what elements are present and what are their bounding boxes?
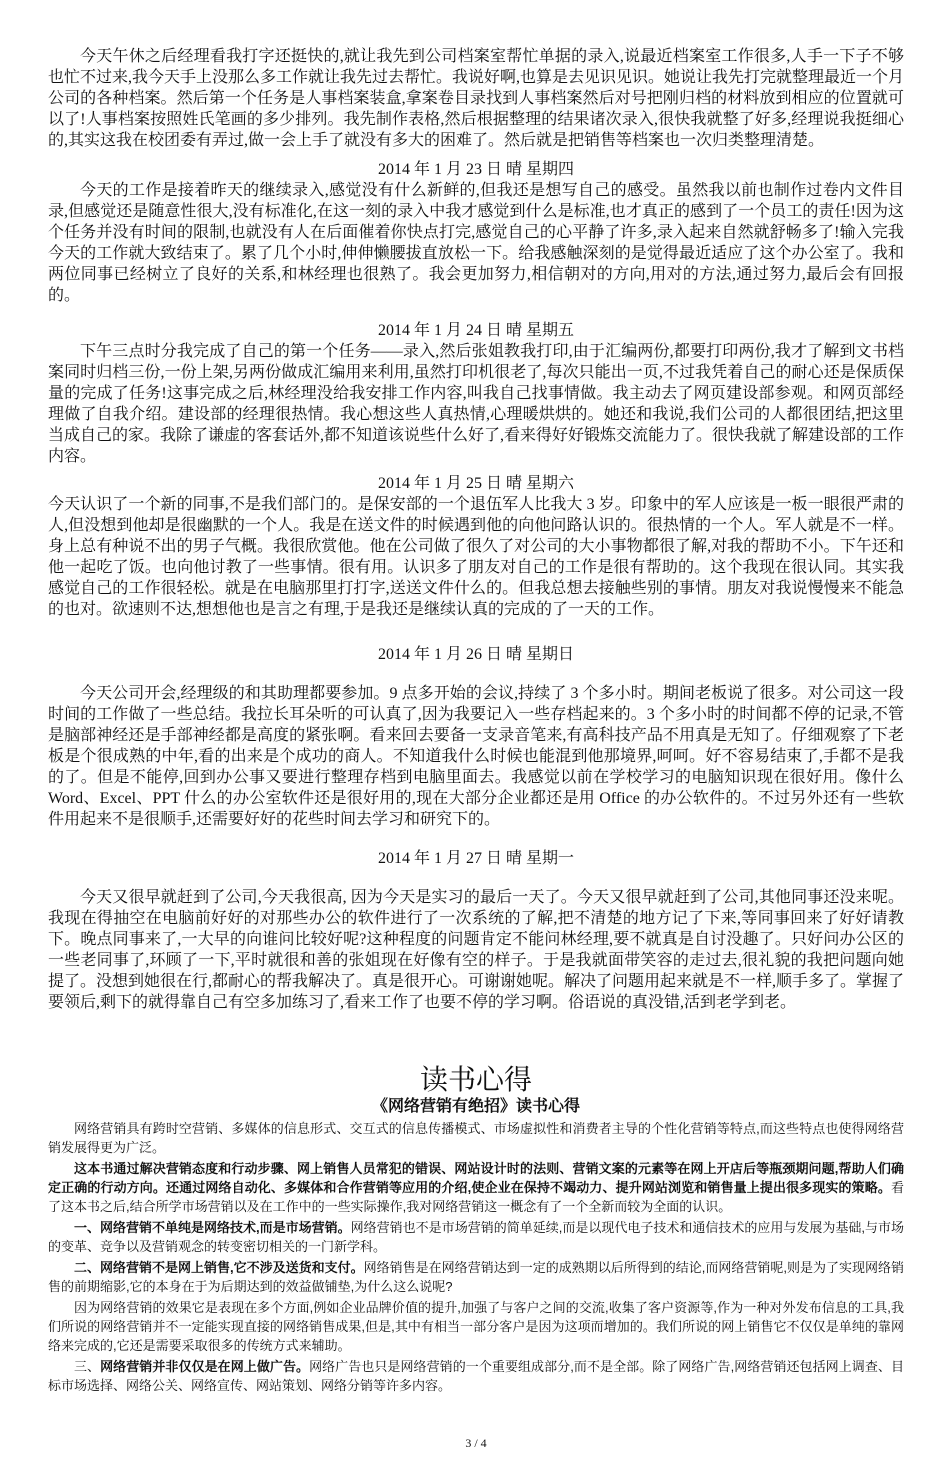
paragraph-text: 网络营销也不是市场营销的简单延续,而是以现代电子技术和通信技术的应用与发展为基础,与市场的变革、竞争以及营销观念的转变密切相关的一门新学科。 (48, 1220, 904, 1254)
entry-date: 2014 年 1 月 25 日 晴 星期六 (377, 475, 574, 492)
bold-lead: 网络营销并非仅仅是在网上做广告。 (100, 1359, 310, 1374)
bold-lead: 二、网络营销不是网上销售,它不涉及送货和支付。 (74, 1260, 364, 1275)
bold-lead: 一、网络营销不单纯是网络技术,而是市场营销。 (74, 1220, 351, 1235)
entry-date: 2014 年 1 月 27 日 晴 星期一 (377, 850, 574, 867)
diary-entry (48, 848, 904, 1013)
diary-entry (48, 473, 904, 620)
paragraph-text: 网络广告也只是网络营销的一个重要组成部分,而不是全部。除了网络广告,网络营销还包括网上调查、目标市场选择、网络公关、网络宣传、网站策划、网络分销等许多内容。 (48, 1359, 904, 1393)
entry-text: 今天的工作是接着昨天的继续录入,感觉没有什么新鲜的,但我还是想写自己的感受。虽然我以前也制作过卷内文件目录,但感觉还是随意性很大,没有标准化,在这一刻的录入中我才感觉到什么是标准,也才真正的感到了一个员工的责任!因为这个任务并没有时间的限制,也就没有人在后面催着你快点打完,感觉自己的心平静了许多,录入起来自然就舒畅多了!输入完我今天的工作就大致结束了。累了几个小时,伸伸懒腰拔直放松一下。给我感触深刻的是觉得最近适应了这个办公室了。我和两位同事已经树立了良好的关系,和林经理也很熟了。我会更加努力,相信朝对的方向,用对的方法,通过努力,最后会有回报的。 (48, 182, 904, 304)
diary-entry (48, 644, 904, 830)
paragraph-prefix: 三、 (74, 1359, 101, 1374)
entry-text: 下午三点时分我完成了自己的第一个任务——录入,然后张姐教我打印,由于汇编两份,都要打印两份,我才了解到文书档案同时归档三份,一份上架,另两份做成汇编用来利用,虽然打印机很老了,每次只能出一页,不过我凭着自己的耐心还是保质保量的完成了任务!这事完成之后,林经理没给我安排工作内容,叫我自己找事情做。我主动去了网页建设部参观。和网页部经理做了自我介绍。建设部的经理很热情。我心想这些人真热情,心理暖烘烘的。她还和我说,我们公司的人都很团结,把这里当成自己的家。我除了谦虚的客套话外,都不知道该说些什么好了,看来得好好锻炼交流能力了。很快我就了解建设部的工作内容。 (48, 343, 905, 465)
entry-date: 2014 年 1 月 23 日 晴 星期四 (377, 161, 574, 178)
entry-date: 2014 年 1 月 24 日 晴 星期五 (377, 322, 574, 339)
diary-entries (48, 159, 904, 1013)
paragraph-text: 因为网络营销的效果它是表现在多个方面,例如企业品牌价值的提升,加强了与客户之间的交流,收集了客户资源等,作为一种对外发布信息的工具,我们所说的网络营销并不一定能实现直接的网络销售成果,但是,其中有相当一部分客户是因为这项而增加的。我们所说的网上销售它不仅仅是单纯的靠网络来完成的,它还是需要采取很多的传统方式来辅助。 (48, 1300, 904, 1353)
review-paragraph (48, 1159, 904, 1216)
section-title: 读书心得 (419, 1064, 532, 1095)
diary-entry (48, 320, 904, 467)
diary-intro-paragraph: 今天午休之后经理看我打字还挺快的,就让我先到公司档案室帮忙单据的录入,说最近档案室工作很多,人手一下子不够也忙不过来,我今天手上没那么多工作就让我先过去帮忙。我说好啊,也算是去见识见识。她说让我先打完就整理最近一个月公司的各种档案。然后第一个任务是人事档案装盒,拿案卷目录找到人事档案然后对号把刚归档的材料放到相应的位置就可以了!人事档案按照姓氏笔画的多少排列。我先制作表格,然后根据整理的结果诸次录入,很快我就整了好多,经理说我挺细心的,其实这我在校团委有弄过,做一会上手了就没有多大的困难了。然后就是把销售等档案也一次归类整理清楚。 (48, 48, 905, 149)
reading-notes-section (48, 1063, 904, 1395)
diary-entry (48, 159, 904, 306)
review-paragraph (48, 1218, 904, 1256)
bold-lead: 这本书通过解决营销态度和行动步骤、网上销售人员常犯的错误、网站设计时的法则、营销文案的元素等在网上开店后等瓶颈期问题,帮助人们确定正确的行动方向。还通过网络自动化、多媒体和合作营销等应用的介绍,使企业在保持不竭动力、提升网站浏览和销售量上提出很多现实的策略。 (48, 1161, 904, 1195)
review-paragraphs (48, 1119, 904, 1395)
entry-text: 今天又很早就赶到了公司,今天我很高, 因为今天是实习的最后一天了。今天又很早就赶到了公司,其他同事还没来呢。我现在得抽空在电脑前好好的对那些办公的软件进行了一次系统的了解,把不清楚的地方记了下来,等同事回来了好好请教下。晚点同事来了,一大早的向谁问比较好呢?这种程度的问题肯定不能问林经理,要不就真是自讨没趣了。只好问办公区的一些老同事了,环顾了一下,平时就很和善的张姐现在好像有空的样子。于是我就面带笑容的走过去,很礼貌的我把问题向她提了。没想到她很在行,都耐心的帮我解决了。真是很开心。可谢谢她呢。解决了问题用起来就是不一样,顺手多了。掌握了要领后,剩下的就得靠自己有空多加练习了,看来工作了也要不停的学习啊。俗语说的真没错,活到老学到老。 (48, 889, 905, 1011)
review-paragraph (48, 1298, 904, 1355)
entry-date: 2014 年 1 月 26 日 晴 星期日 (377, 646, 574, 663)
review-paragraph (48, 1357, 904, 1395)
internship-diary (48, 46, 904, 1013)
page-number: 3 / 4 (465, 1436, 487, 1450)
review-paragraph (48, 1258, 904, 1296)
entry-text: 今天公司开会,经理级的和其助理都要参加。9 点多开始的会议,持续了 3 个多小时。期间老板说了很多。对公司这一段时间的工作做了一些总结。我拉长耳朵听的可认真了,因为我要记入一些存档起来的。3 个多小时的时间都不停的记录,不管是脑部神经还是手部神经都是高度的紧张啊。看来回去要备一支录音笔来,有高科技产品不用真是无知了。仔细观察了下老板是个很成熟的中年,看的出来是个成功的商人。不知道我什么时候也能混到他那境界,呵呵。好不容易结束了,手都不是我的了。但是不能停,回到办公事又要进行整理存档到电脑里面去。我感觉以前在学校学习的电脑知识现在很好用。像什么 Word、Excel、PPT 什么的办公室软件还是很好用的,现在大部分企业都还是用 Office 的办公软件的。不过另外还有一些软件用起来不是很顺手,还需要好好的花些时间去学习和研究下的。 (48, 685, 904, 828)
entry-text: 今天认识了一个新的同事,不是我们部门的。是保安部的一个退伍军人比我大 3 岁。印象中的军人应该是一板一眼很严肃的人,但没想到他却是很幽默的一个人。我是在送文件的时候遇到他的向他问路认识的。很热情的一个人。军人就是不一样。身上总有种说不出的男子气概。我很欣赏他。他在公司做了很久了对公司的大小事物都很了解,对我的帮助不小。下午还和他一起吃了饭。也向他讨教了一些事情。很有用。认识多了朋友对自己的工作是很有帮助的。这个我现在很认同。其实我感觉自己的工作很轻松。就是在电脑那里打打字,送送文件什么的。但我总想去接触些别的事情。朋友对我说慢慢来不能急的也对。欲速则不达,想想他也是言之有理,于是我还是继续认真的完成的了一天的工作。 (48, 496, 904, 618)
paragraph-text: 网络营销具有跨时空营销、多媒体的信息形式、交互式的信息传播模式、市场虚拟性和消费者主导的个性化营销等特点,而这些特点也使得网络营销发展得更为广泛。 (48, 1121, 904, 1155)
review-paragraph (48, 1119, 904, 1157)
paragraph-text: 网络销售是在网络营销达到一定的成熟期以后所得到的结论,而网络营销呢,则是为了实现网络销售的前期缩影,它的本身在于为后期达到的效益做铺垫,为什么这么说呢? (48, 1260, 904, 1294)
paragraph-text: 看了这本书之后,结合所学市场营销以及在工作中的一些实际操作,我对网络营销这一概念有了一个全新而较为全面的认识。 (48, 1180, 904, 1214)
book-title: 《网络营销有绝招》读书心得 (371, 1098, 580, 1115)
